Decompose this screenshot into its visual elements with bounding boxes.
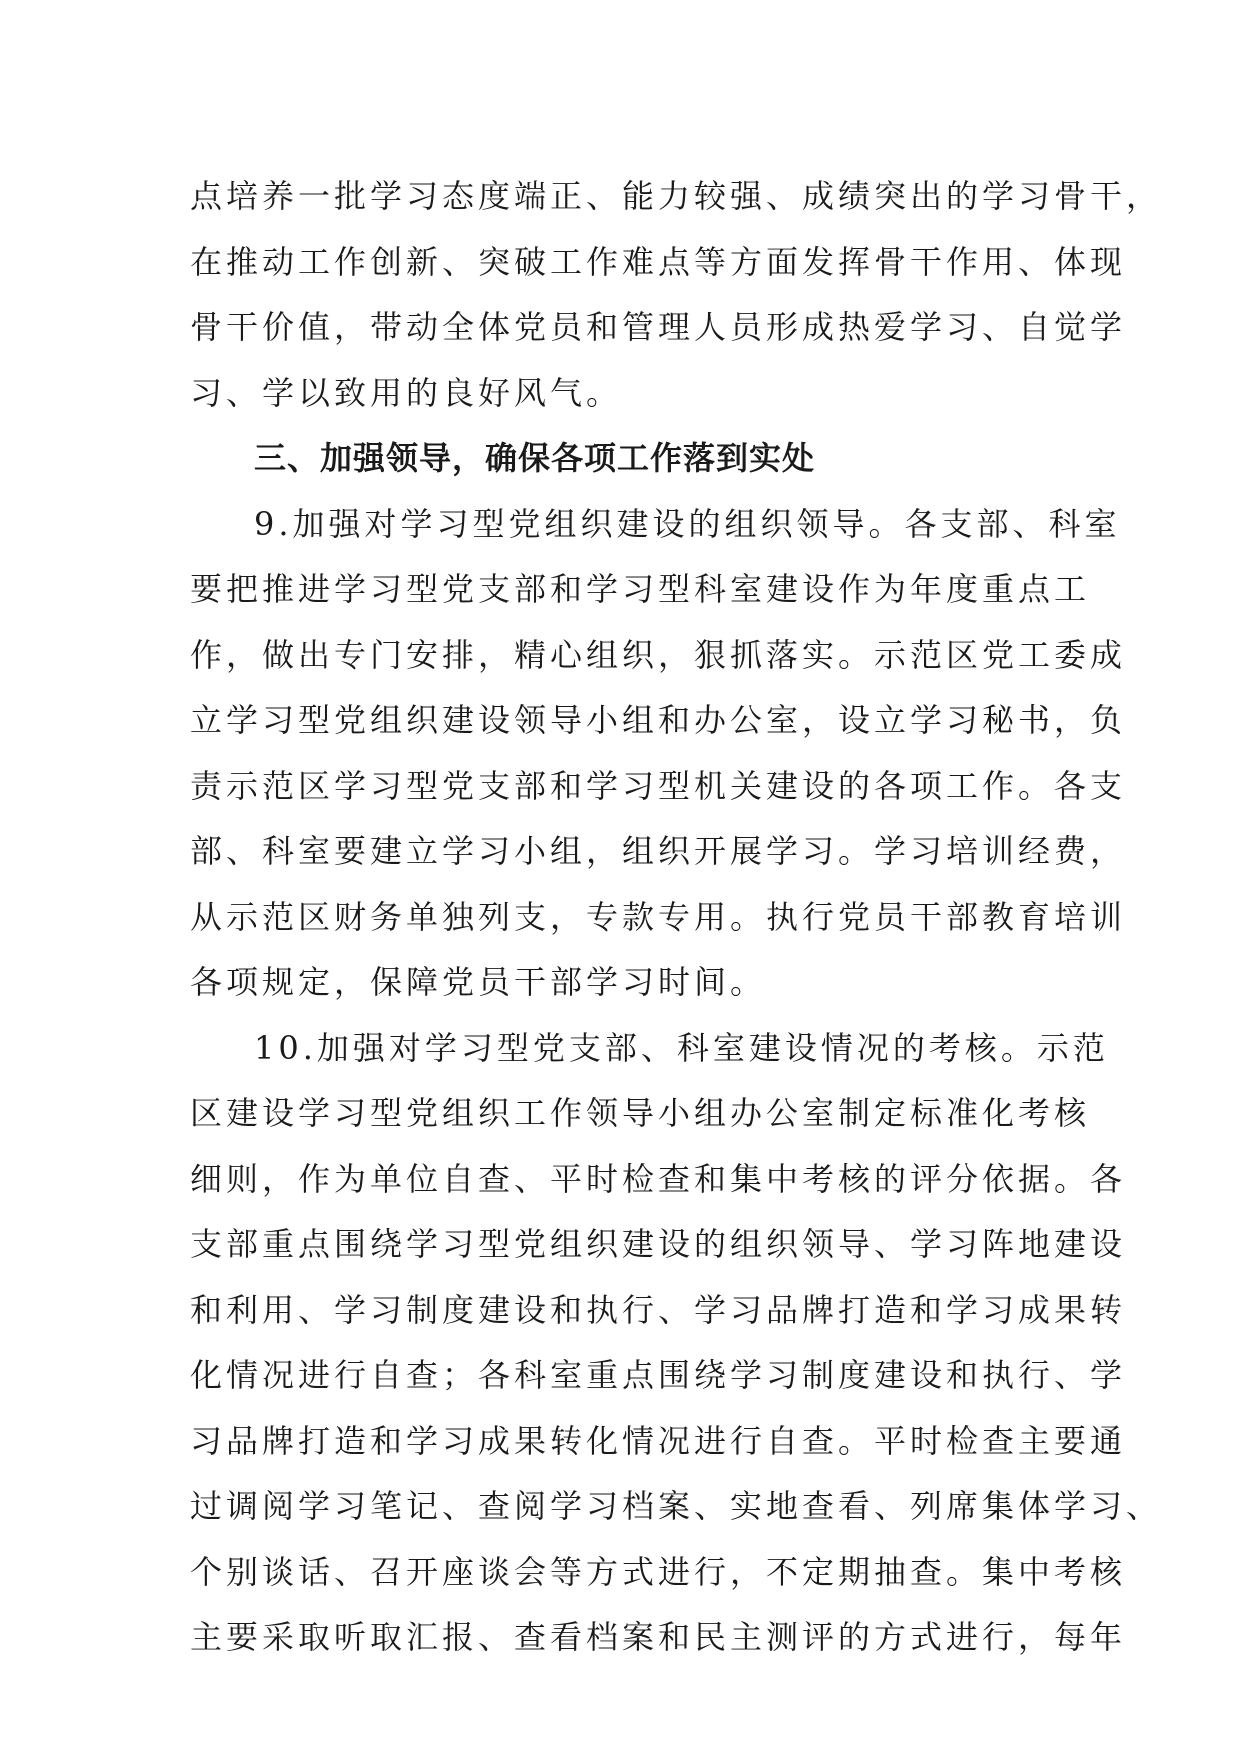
section-heading: 三、加强领导，确保各项工作落到实处 — [254, 439, 816, 477]
text-line: 作，做出专门安排，精心组织，狠抓落实。示范区党工委成 — [190, 635, 1127, 674]
text-line: 和利用、学习制度建设和执行、学习品牌打造和学习成果转 — [190, 1290, 1127, 1329]
paragraph-continuation — [190, 164, 1163, 426]
text-line: 在推动工作创新、突破工作难点等方面发挥骨干作用、体现 — [190, 242, 1127, 281]
text-line: 主要采取听取汇报、查看档案和民主测评的方式进行，每年 — [190, 1618, 1127, 1656]
text-line: 从示范区财务单独列支，专款专用。执行党员干部教育培训 — [190, 897, 1127, 936]
text-line: 9.加强对学习型党组织建设的组织领导。各支部、科室 — [254, 504, 1121, 543]
text-line: 习品牌打造和学习成果转化情况进行自查。平时检查主要通 — [190, 1421, 1127, 1460]
paragraph-item-9 — [190, 492, 1127, 1016]
text-line: 要把推进学习型党支部和学习型科室建设作为年度重点工 — [190, 570, 1091, 608]
document-page — [190, 164, 1163, 1671]
text-line: 立学习型党组织建设领导小组和办公室，设立学习秘书，负 — [190, 701, 1127, 739]
text-line: 部、科室要建立学习小组，组织开展学习。学习培训经费， — [190, 832, 1127, 870]
text-line: 区建设学习型党组织工作领导小组办公室制定标准化考核 — [190, 1094, 1091, 1132]
text-line: 习、学以致用的良好风气。 — [190, 373, 623, 412]
text-line: 个别谈话、召开座谈会等方式进行，不定期抽查。集中考核 — [190, 1552, 1127, 1591]
paragraph-item-10 — [190, 1016, 1163, 1671]
text-line: 过调阅学习笔记、查阅学习档案、实地查看、列席集体学习、 — [190, 1487, 1163, 1525]
text-line: 点培养一批学习态度端正、能力较强、成绩突出的学习骨干， — [190, 177, 1163, 215]
text-line: 10.加强对学习型党支部、科室建设情况的考核。示范 — [254, 1028, 1109, 1067]
text-line: 责示范区学习型党支部和学习型机关建设的各项工作。各支 — [190, 766, 1127, 805]
text-line: 支部重点围绕学习型党组织建设的组织领导、学习阵地建设 — [190, 1225, 1127, 1263]
text-line: 各项规定，保障党员干部学习时间。 — [190, 963, 767, 1001]
text-line: 细则，作为单位自查、平时检查和集中考核的评分依据。各 — [190, 1159, 1127, 1198]
text-line: 化情况进行自查；各科室重点围绕学习制度建设和执行、学 — [190, 1356, 1127, 1394]
text-line: 骨干价值，带动全体党员和管理人员形成热爱学习、自觉学 — [190, 308, 1127, 346]
